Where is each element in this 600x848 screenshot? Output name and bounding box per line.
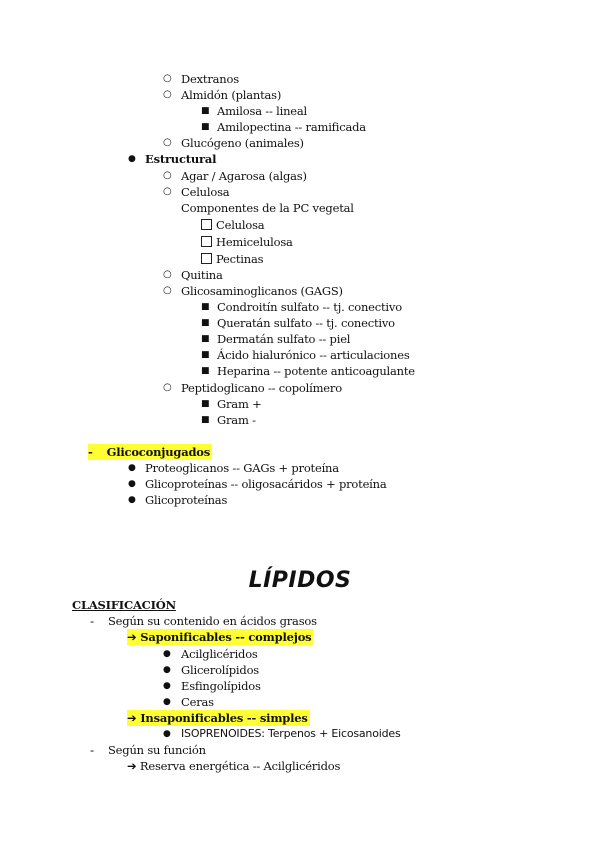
list-marker-bullet: ● xyxy=(128,495,136,505)
heading-estructural: Estructural xyxy=(145,152,217,166)
componentes-label: Componentes de la PC vegetal xyxy=(181,201,354,215)
list-marker-bullet: ● xyxy=(128,479,136,489)
checkbox-label: Pectinas xyxy=(216,252,264,266)
list-marker-bullet: ● xyxy=(163,665,171,675)
list-marker-square: ■ xyxy=(201,415,210,425)
list-item-esfingolipidos: Esfingolípidos xyxy=(181,679,261,693)
checkbox-item xyxy=(201,251,263,267)
heading-glicoconjugados xyxy=(88,444,212,460)
heading-insaponificables xyxy=(127,710,310,726)
list-item-ceras: Ceras xyxy=(181,695,214,709)
list-item-dextranos: Dextranos xyxy=(181,72,239,86)
list-item-amilosa: Amilosa -- lineal xyxy=(217,104,308,118)
list-item-segun-contenido: Según su contenido en ácidos grasos xyxy=(108,614,317,628)
list-marker-bullet: ● xyxy=(128,154,136,164)
list-item-gram-pos: Gram + xyxy=(217,397,262,411)
list-marker-dash: - xyxy=(90,614,94,628)
list-marker-circle: ○ xyxy=(163,186,172,197)
arrow-icon: ➔ xyxy=(127,711,137,725)
list-marker-bullet: ● xyxy=(163,697,171,707)
list-item-hialuronico: Ácido hialurónico -- articulaciones xyxy=(217,348,410,362)
list-marker-circle: ○ xyxy=(163,170,172,181)
list-item-glicerolipidos: Glicerolípidos xyxy=(181,663,259,677)
list-item-amilopectina: Amilopectina -- ramificada xyxy=(217,120,366,134)
list-marker-dash: - xyxy=(88,445,93,459)
list-item-dermatan: Dermatán sulfato -- piel xyxy=(217,332,351,346)
arrow-icon: ➔ xyxy=(127,630,137,644)
heading-saponificables xyxy=(127,629,313,645)
list-marker-square: ■ xyxy=(201,350,210,360)
list-marker-bullet: ● xyxy=(163,681,171,691)
list-item-glicoproteinas: Glicoproteínas xyxy=(145,493,228,507)
heading-saponificables-label: Saponificables -- complejos xyxy=(140,630,312,644)
list-item-quitina: Quitina xyxy=(181,268,223,282)
list-item-segun-funcion: Según su función xyxy=(108,743,206,757)
checkbox-label: Celulosa xyxy=(216,218,265,232)
checkbox-item xyxy=(201,234,293,250)
list-item-celulosa: Celulosa xyxy=(181,185,230,199)
list-marker-circle: ○ xyxy=(163,285,172,296)
list-item-acilgliceridos: Acilglicéridos xyxy=(181,647,258,661)
arrow-icon: ➔ xyxy=(127,759,137,773)
checkbox-icon xyxy=(201,253,212,264)
list-item-gags: Glicosaminoglicanos (GAGS) xyxy=(181,284,343,298)
list-marker-circle: ○ xyxy=(163,137,172,148)
list-marker-circle: ○ xyxy=(163,382,172,393)
list-marker-circle: ○ xyxy=(163,89,172,100)
checkbox-label: Hemicelulosa xyxy=(216,235,293,249)
list-marker-bullet: ● xyxy=(163,729,171,739)
list-item-peptidoglicano: Peptidoglicano -- copolímero xyxy=(181,381,342,395)
list-marker-square: ■ xyxy=(201,399,210,409)
checkbox-item xyxy=(201,217,264,233)
checkbox-icon xyxy=(201,219,212,230)
list-item-isoprenoides: ISOPRENOIDES: Terpenos + Eicosanoides xyxy=(181,727,401,740)
list-marker-circle: ○ xyxy=(163,73,172,84)
list-item-reserva xyxy=(127,758,340,774)
list-item-heparina: Heparina -- potente anticoagulante xyxy=(217,364,415,378)
section-title-lipidos: LÍPIDOS xyxy=(248,568,352,593)
list-item-almidon: Almidón (plantas) xyxy=(181,88,282,102)
list-marker-square: ■ xyxy=(201,106,210,116)
list-item-glicoproteinas: Glicoproteínas -- oligosacáridos + proteína xyxy=(145,477,387,491)
heading-glicoconjugados-label: Glicoconjugados xyxy=(106,445,211,459)
checkbox-icon xyxy=(201,236,212,247)
list-marker-bullet: ● xyxy=(128,463,136,473)
list-marker-square: ■ xyxy=(201,122,210,132)
list-marker-square: ■ xyxy=(201,366,210,376)
list-marker-circle: ○ xyxy=(163,269,172,280)
list-marker-square: ■ xyxy=(201,302,210,312)
list-item-condroitin: Condroitín sulfato -- tj. conectivo xyxy=(217,300,402,314)
list-item-gram-neg: Gram - xyxy=(217,413,256,427)
list-item-queratan: Queratán sulfato -- tj. conectivo xyxy=(217,316,395,330)
list-marker-square: ■ xyxy=(201,318,210,328)
list-marker-square: ■ xyxy=(201,334,210,344)
list-marker-bullet: ● xyxy=(163,649,171,659)
heading-insaponificables-label: Insaponificables -- simples xyxy=(140,711,308,725)
heading-clasificacion: CLASIFICACIÓN xyxy=(72,598,176,612)
list-item-glucogeno: Glucógeno (animales) xyxy=(181,136,304,150)
list-item-agar: Agar / Agarosa (algas) xyxy=(181,169,307,183)
list-marker-dash: - xyxy=(90,743,94,757)
list-item-reserva-label: Reserva energética -- Acilglicéridos xyxy=(139,759,341,773)
list-item-proteoglicanos: Proteoglicanos -- GAGs + proteína xyxy=(145,461,339,475)
